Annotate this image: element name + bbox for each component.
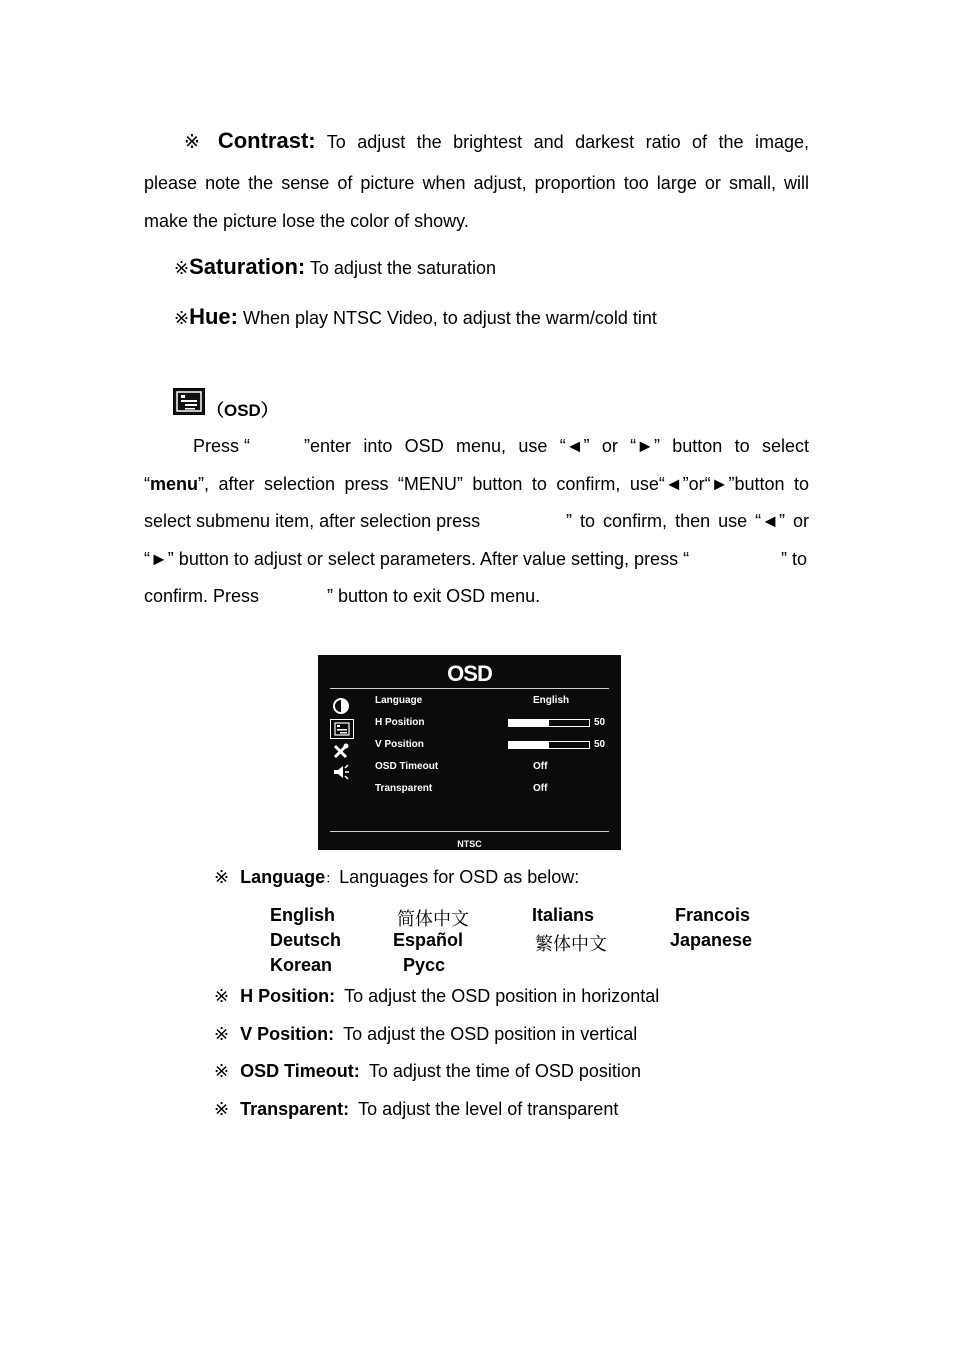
- divider: [330, 831, 609, 832]
- item-h-position: [214, 986, 659, 1007]
- osd-screen-footer: NTSC: [457, 839, 482, 849]
- osd-para-3a: select submenu item, after selection press: [144, 511, 481, 531]
- osd-menu-icon: [330, 719, 354, 739]
- item-label: OSD Timeout: [240, 1061, 354, 1081]
- osd-row-value: Off: [533, 783, 548, 794]
- osd-para-1a: Press “: [193, 436, 251, 456]
- osd-title: OSD: [224, 401, 261, 420]
- h-position-bar: [508, 719, 590, 727]
- item-label: H Position: [240, 986, 330, 1006]
- osd-row-value: 50: [594, 739, 606, 750]
- audio-icon: [330, 763, 352, 781]
- osd-para-3b-text: ” to confirm, then use “◄” or: [566, 511, 809, 531]
- separator: :: [343, 1099, 350, 1119]
- reference-mark: ※: [214, 867, 230, 887]
- osd-para-1b: [304, 436, 809, 457]
- contrast-label: Contrast:: [217, 128, 316, 153]
- item-text: To adjust the OSD position in horizontal: [344, 986, 660, 1006]
- osd-row-label: OSD Timeout: [375, 761, 439, 772]
- saturation-label: Saturation:: [189, 254, 306, 279]
- saturation-text: To adjust the saturation: [309, 258, 497, 278]
- osd-para-2: [144, 474, 809, 495]
- paren-open: （: [207, 401, 224, 420]
- language-option: Pycc: [403, 955, 446, 975]
- reference-mark: ※: [174, 308, 190, 328]
- quote-open: “: [144, 474, 150, 494]
- item-text: To adjust the time of OSD position: [368, 1061, 641, 1081]
- language-option: English: [270, 905, 336, 925]
- item-text: To adjust the OSD position in vertical: [343, 1024, 638, 1044]
- language-option: Italians: [532, 905, 595, 925]
- osd-screenshot: [318, 655, 621, 850]
- reference-mark: ※: [174, 258, 190, 278]
- osd-row-label: Transparent: [375, 783, 433, 794]
- osd-row-value: 50: [594, 717, 606, 728]
- contrast-heading-line: [184, 128, 809, 154]
- contrast-text-3: make the picture lose the color of showy.: [144, 211, 469, 231]
- language-text: Languages for OSD as below:: [339, 867, 580, 887]
- osd-row-value: Off: [533, 761, 548, 772]
- osd-para-4a: “►” button to adjust or select parameters. After value setting, press “: [144, 549, 690, 569]
- osd-para-5b: ” button to exit OSD menu.: [327, 586, 541, 606]
- osd-para-2-text: ”, after selection press “MENU” button to confirm, use“◄”or“►”button to: [198, 474, 809, 494]
- divider: [330, 688, 609, 689]
- separator: :: [329, 986, 336, 1006]
- language-option: 简体中文: [397, 909, 469, 929]
- osd-menu-icon: [173, 388, 205, 415]
- hue-label: Hue:: [189, 304, 238, 329]
- separator: :: [328, 1024, 335, 1044]
- language-option: Japanese: [670, 930, 753, 950]
- osd-row-label: H Position: [375, 717, 425, 728]
- language-option: Francois: [675, 905, 751, 925]
- item-label: V Position: [240, 1024, 329, 1044]
- osd-screen-title: OSD: [447, 661, 492, 686]
- item-transparent: [214, 1099, 618, 1120]
- item-v-position: [214, 1024, 637, 1045]
- saturation-line: [174, 254, 496, 280]
- osd-section-title: [207, 396, 278, 421]
- language-option: Deutsch: [270, 930, 342, 950]
- paren-close: ）: [260, 401, 278, 420]
- reference-mark: ※: [214, 1024, 230, 1044]
- tools-icon: [330, 742, 352, 760]
- item-text: To adjust the level of transparent: [358, 1099, 619, 1119]
- language-option: Korean: [270, 955, 333, 975]
- hue-text: When play NTSC Video, to adjust the warm/cold tint: [243, 308, 657, 328]
- item-osd-timeout: [214, 1061, 641, 1082]
- reference-mark: ※: [214, 1099, 230, 1119]
- osd-para-1b-text: ”enter into OSD menu, use “◄” or “►” button to select: [304, 436, 809, 456]
- menu-bold: menu: [150, 474, 199, 494]
- contrast-text-1: To adjust the brightest and darkest ratio of the image,: [326, 132, 809, 152]
- separator: ：: [325, 870, 340, 886]
- v-position-bar: [508, 741, 590, 749]
- separator: :: [353, 1061, 360, 1081]
- language-option: 繁体中文: [535, 934, 607, 954]
- language-item: [214, 867, 579, 888]
- osd-para-4b: ” to: [781, 549, 808, 569]
- reference-mark: ※: [214, 986, 230, 1006]
- osd-row-value: English: [533, 695, 570, 706]
- osd-para-3b: [566, 511, 809, 532]
- v-position-fill: [509, 742, 549, 748]
- contrast-icon: [330, 697, 352, 715]
- osd-para-5a: confirm. Press: [144, 586, 260, 606]
- item-label: Transparent: [240, 1099, 344, 1119]
- contrast-text-2: please note the sense of picture when adjust, proportion too large or small, will: [144, 173, 809, 193]
- reference-mark: ※: [214, 1061, 230, 1081]
- osd-row-label: Language: [375, 695, 423, 706]
- language-label: Language: [240, 867, 326, 887]
- hue-line: [174, 304, 657, 330]
- osd-row-label: V Position: [375, 739, 424, 750]
- language-option: Español: [393, 930, 464, 950]
- h-position-fill: [509, 720, 549, 726]
- reference-mark: ※: [184, 132, 207, 153]
